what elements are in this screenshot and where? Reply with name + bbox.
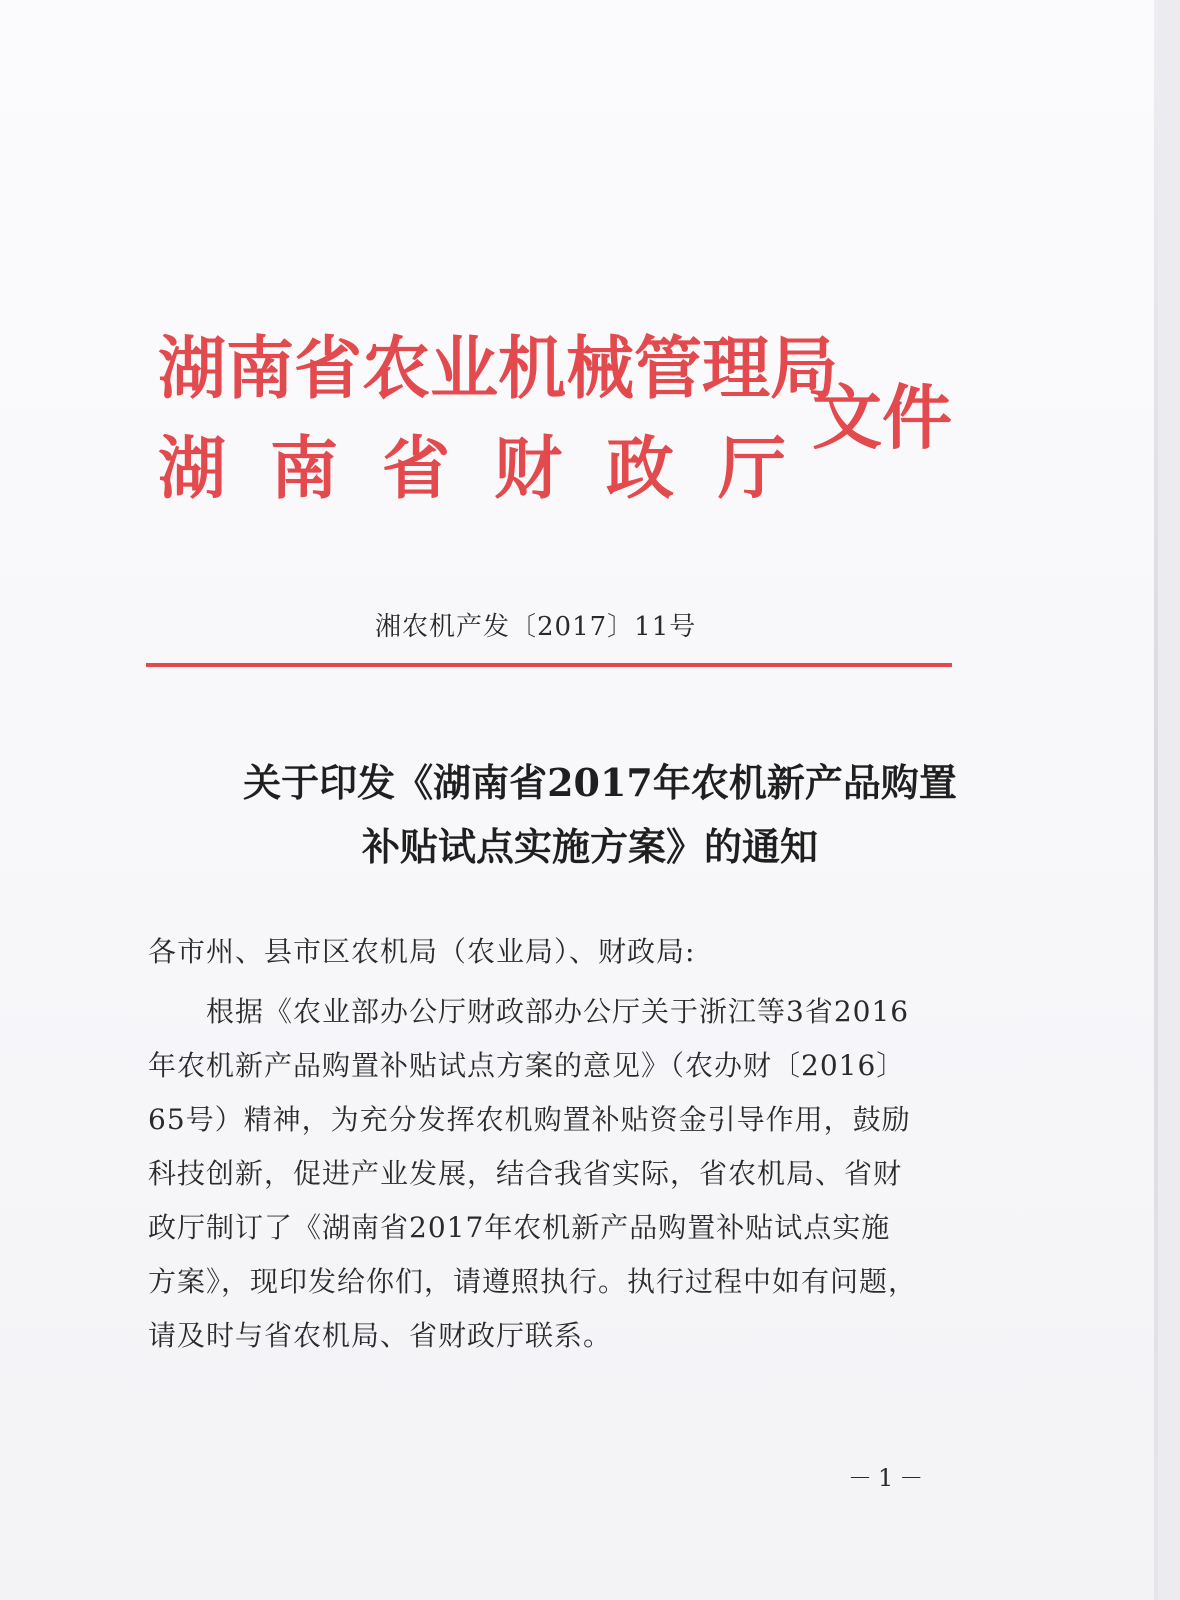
page-number: －1－ bbox=[848, 1464, 930, 1492]
red-separator-line bbox=[146, 663, 952, 667]
paragraph-line: 年农机新产品购置补贴试点方案的意见》（农办财〔2016〕 bbox=[148, 1049, 906, 1082]
paragraph-line: 请及时与省农机局、省财政厅联系。 bbox=[148, 1319, 613, 1352]
addressee: 各市州、县市区农机局（农业局）、财政局: bbox=[148, 935, 696, 968]
paragraph-line: 政厅制订了《湖南省2017年农机新产品购置补贴试点实施 bbox=[148, 1211, 891, 1244]
paragraph-line: 根据《农业部办公厅财政部办公厅关于浙江等3省2016 bbox=[148, 995, 910, 1028]
body-paragraph bbox=[148, 992, 938, 1356]
issuer-name-1: 湖南省农业机械管理局 bbox=[158, 330, 839, 409]
paragraph-line: 方案》，现印发给你们，请遵照执行。执行过程中如有问题， bbox=[148, 1265, 918, 1298]
paragraph-line: 科技创新，促进产业发展，结合我省实际，省农机局、省财 bbox=[148, 1157, 903, 1190]
document-title-line-2: 补贴试点实施方案》的通知 bbox=[361, 824, 818, 869]
document-title-line-1: 关于印发《湖南省2017年农机新产品购置 bbox=[243, 760, 957, 805]
paragraph-line: 65号）精神，为充分发挥农机购置补贴资金引导作用，鼓励 bbox=[148, 1103, 911, 1136]
document-number: 湘农机产发〔2017〕11号 bbox=[375, 612, 697, 642]
document-type-label: 文件 bbox=[812, 377, 952, 459]
issuer-name-2: 湖南省财政厅 bbox=[158, 430, 831, 509]
